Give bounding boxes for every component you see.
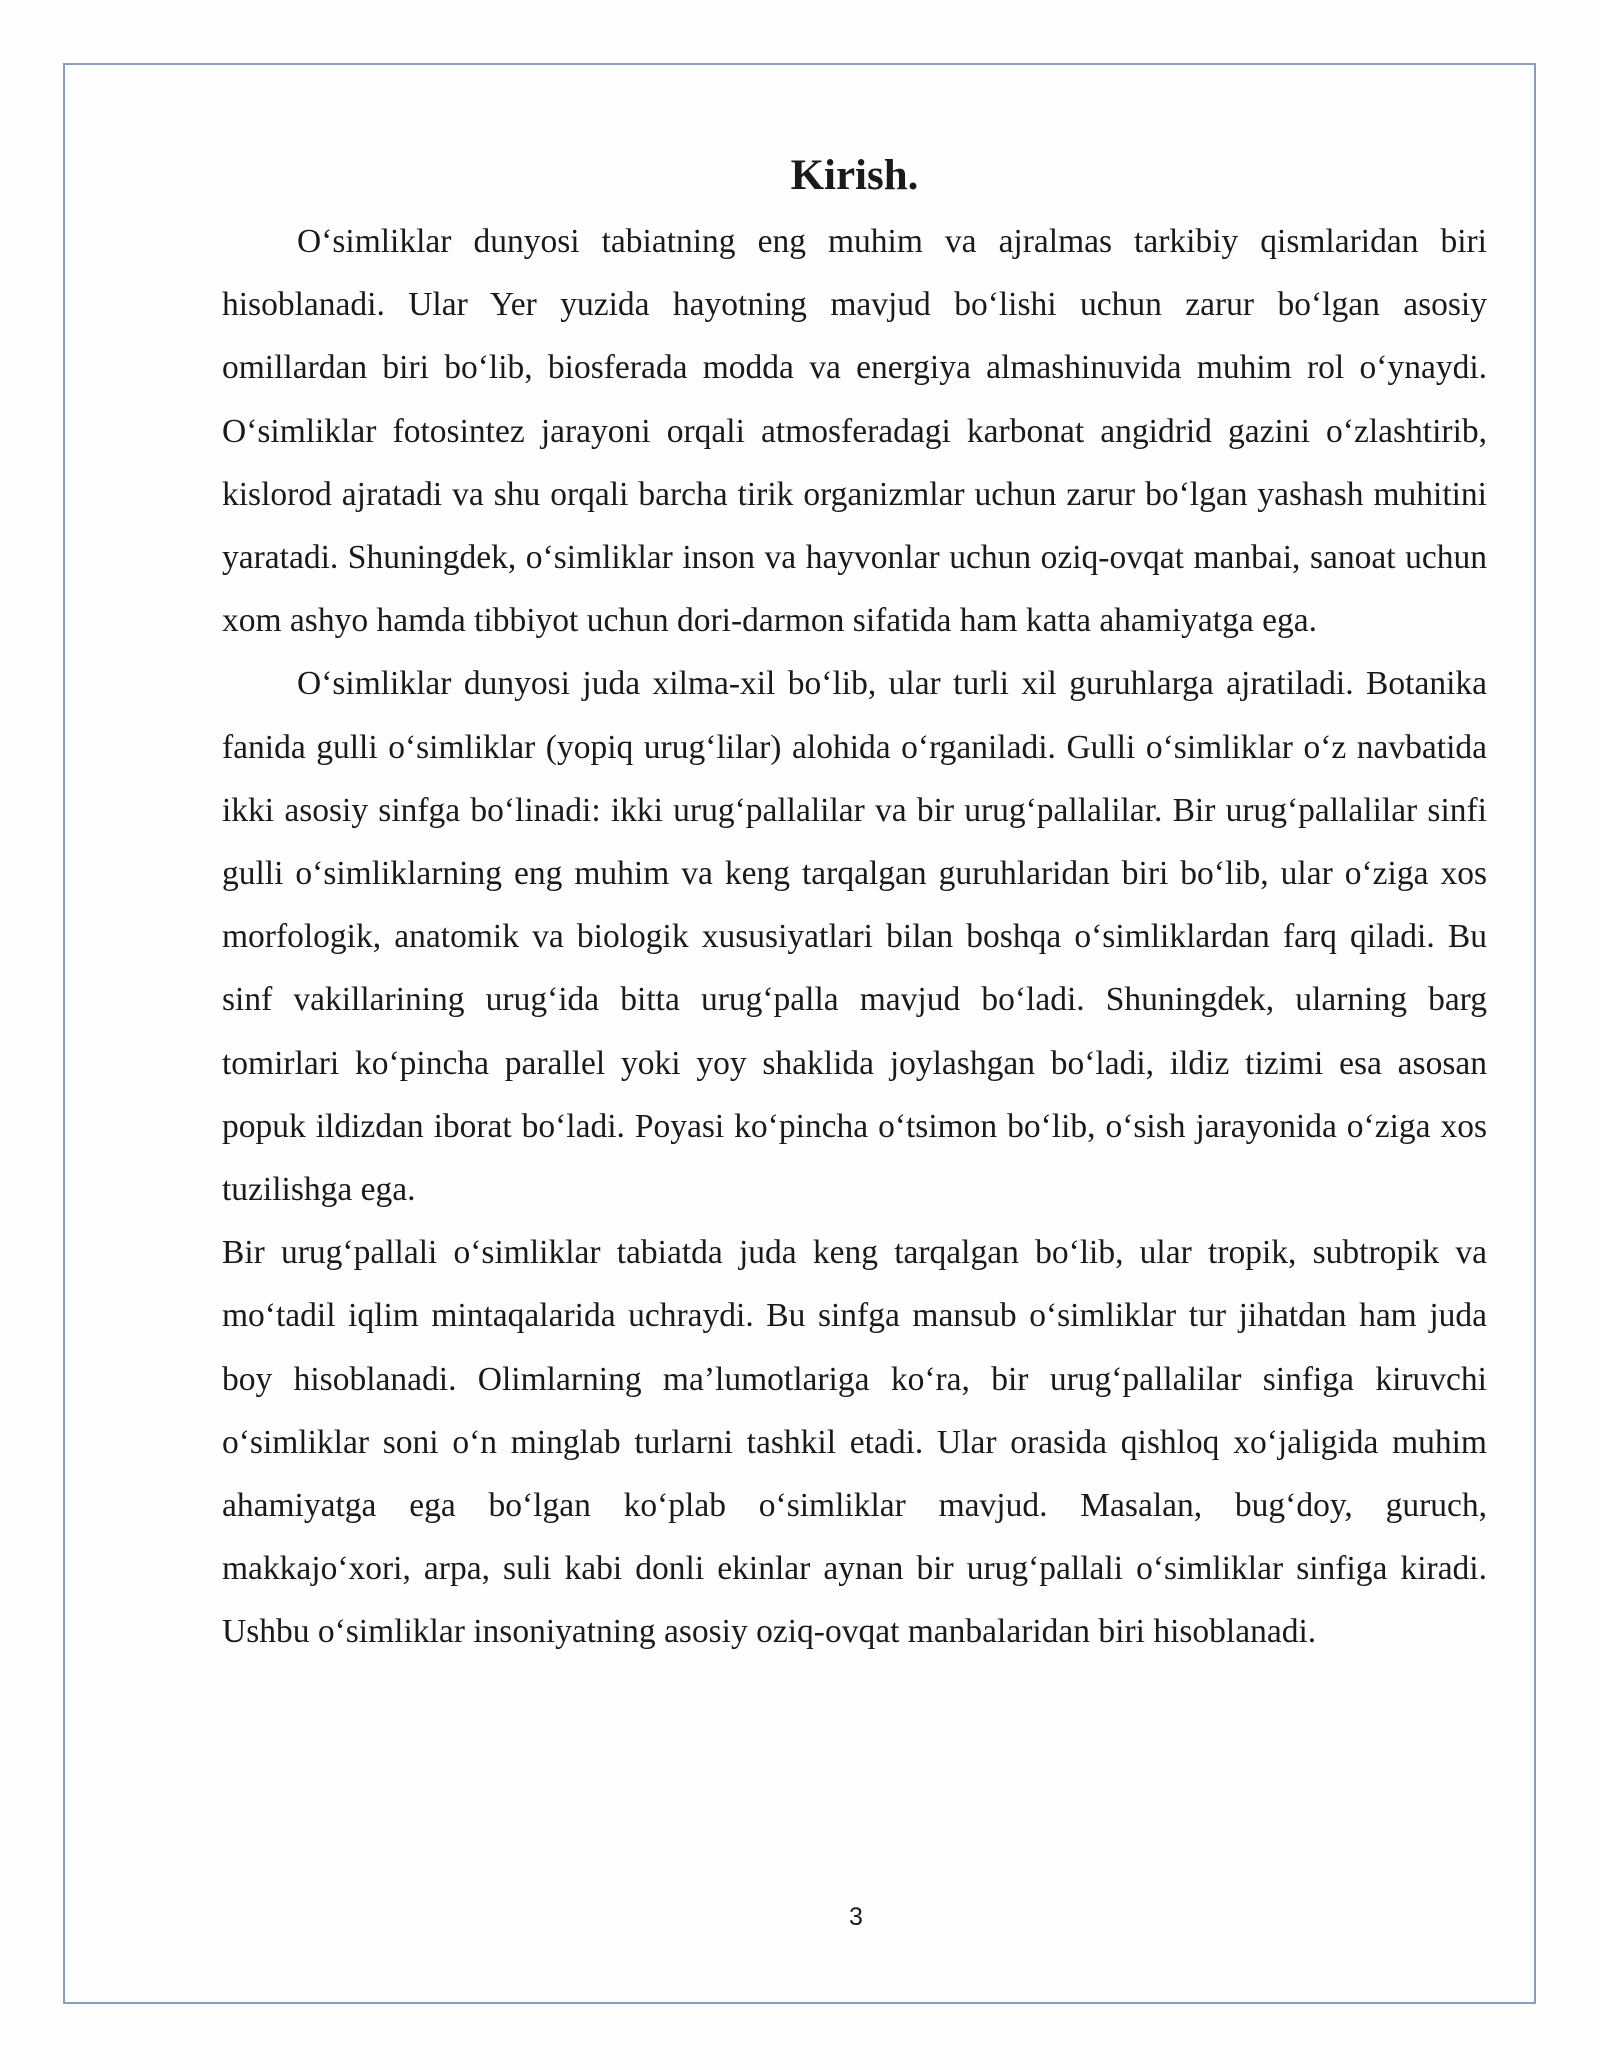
paragraph-3: Bir urug‘pallali o‘simliklar tabiatda juda keng tarqalgan bo‘lib, ular tropik, subtropik va mo‘tadil iqlim mintaqalarida uchraydi. Bu sinfga mansub o‘simliklar tur jihatdan ham juda boy hisoblanadi. Olimlarning ma’lumotlariga ko‘ra, bir urug‘pallalilar sinfiga kiruvchi o‘simliklar soni o‘n minglab turlarni tashkil etadi. Ular orasida qishloq xo‘jaligida muhim ahamiyatga ega bo‘lgan ko‘plab o‘simliklar mavjud. Masalan, bug‘doy, guruch, makkajo‘xori, arpa, suli kabi donli ekinlar aynan bir urug‘pallali o‘simliklar sinfiga kiradi. Ushbu o‘simliklar insoniyatning asosiy oziq-ovqat manbalaridan biri hisoblanadi. bbox=[222, 1234, 1487, 1651]
paragraph-2: O‘simliklar dunyosi juda xilma-xil bo‘lib, ular turli xil guruhlarga ajratiladi. Botanika fanida gulli o‘simliklar (yopiq urug‘lilar) alohida o‘rganiladi. Gulli o‘simliklar o‘z navbatida ikki asosiy sinfga bo‘linadi: ikki urug‘pallalilar va bir urug‘pallalilar. Bir urug‘pallalilar sinfi gulli o‘simliklarning eng muhim va keng tarqalgan guruhlaridan biri bo‘lib, ular o‘ziga xos morfologik, anatomik va biologik xususiyatlari bilan boshqa o‘simliklardan farq qiladi. Bu sinf vakillarining urug‘ida bitta urug‘palla mavjud bo‘ladi. Shuningdek, ularning barg tomirlari ko‘pincha parallel yoki yoy shaklida joylashgan bo‘ladi, ildiz tizimi esa asosan popuk ildizdan iborat bo‘ladi. Poyasi ko‘pincha o‘tsimon bo‘lib, o‘sish jarayonida o‘ziga xos tuzilishga ega. bbox=[222, 665, 1487, 1209]
page-number: 3 bbox=[849, 1903, 863, 1931]
document-body bbox=[222, 140, 1487, 1664]
paragraph-1: O‘simliklar dunyosi tabiatning eng muhim va ajralmas tarkibiy qismlaridan biri hisoblanadi. Ular Yer yuzida hayotning mavjud bo‘lishi uchun zarur bo‘lgan asosiy omillardan biri bo‘lib, biosferada modda va energiya almashinuvida muhim rol o‘ynaydi. O‘simliklar fotosintez jarayoni orqali atmosferadagi karbonat angidrid gazini o‘zlashtirib, kislorod ajratadi va shu orqali barcha tirik organizmlar uchun zarur bo‘lgan yashash muhitini yaratadi. Shuningdek, o‘simliklar inson va hayvonlar uchun oziq-ovqat manbai, sanoat uchun xom ashyo hamda tibbiyot uchun dori-darmon sifatida ham katta ahamiyatga ega. bbox=[222, 223, 1487, 640]
page-title: Kirish. bbox=[790, 152, 919, 199]
